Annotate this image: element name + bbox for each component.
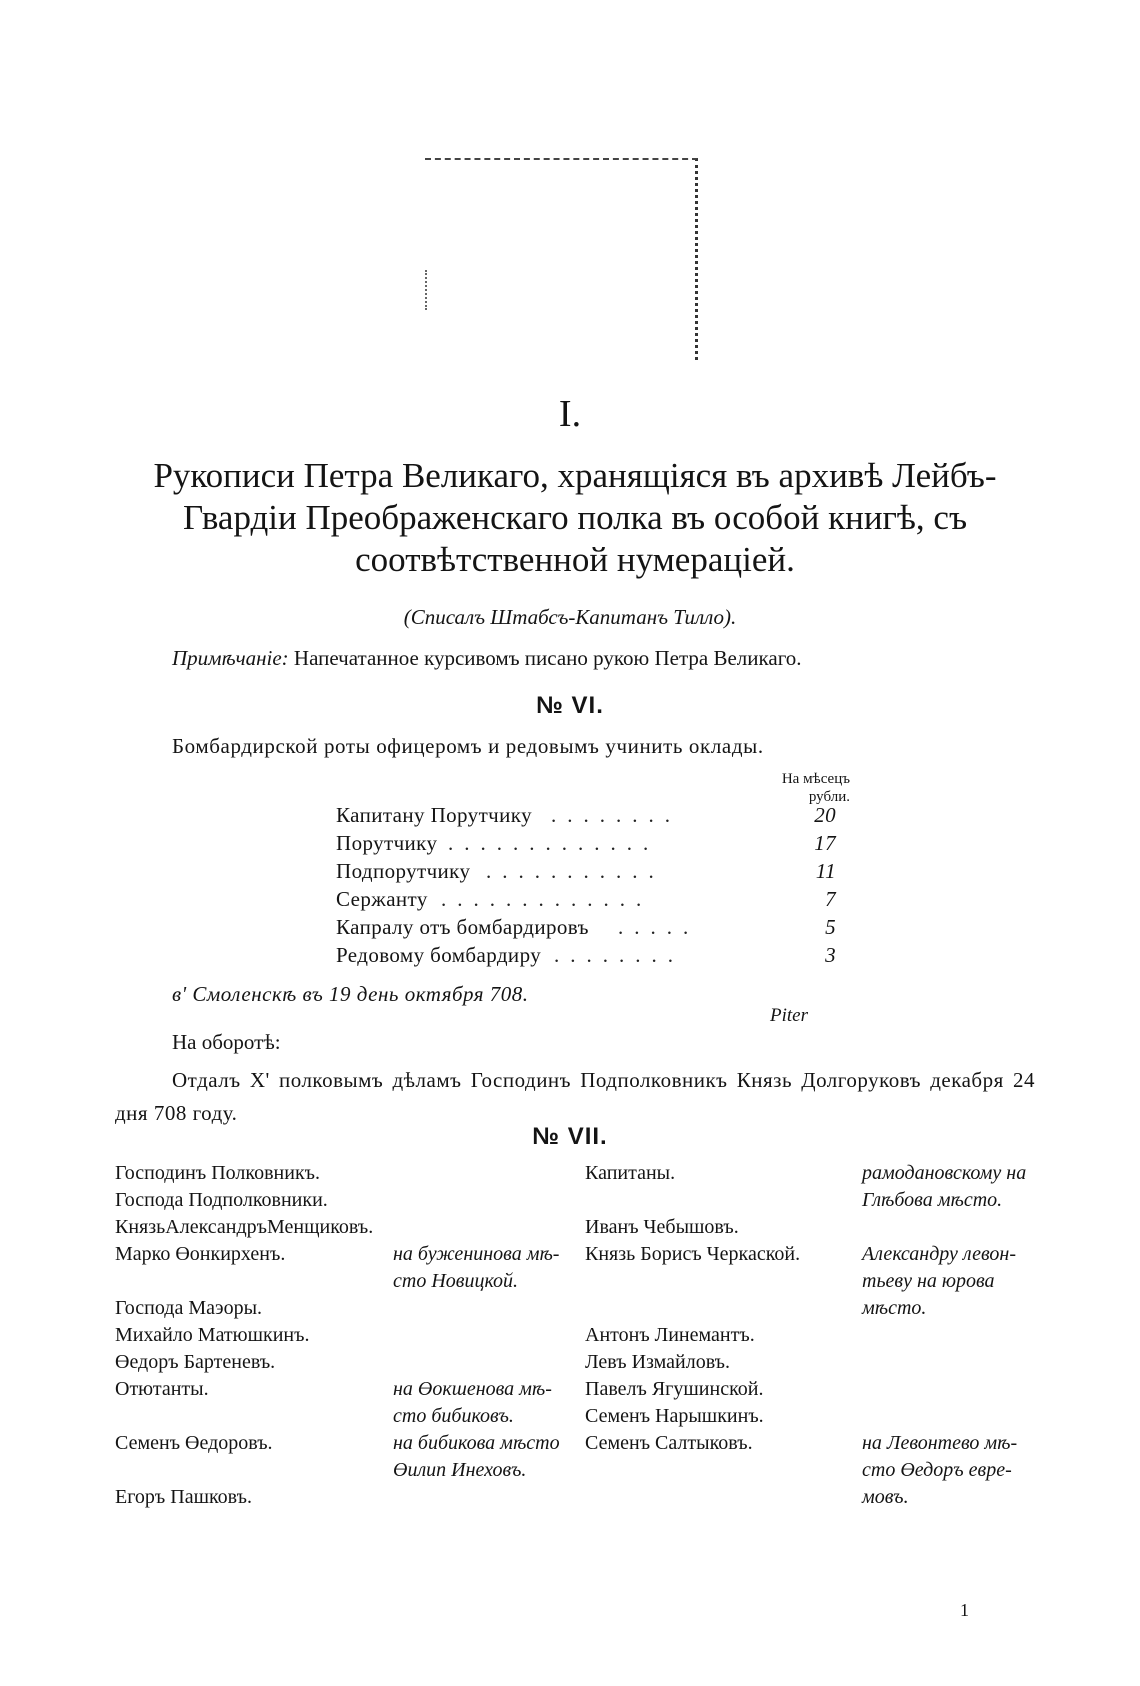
section-numeral: I. [558,393,582,435]
salary-rank: Подпорутчику [336,859,471,883]
salary-row: Редовому бомбардиру ........ 3 [336,943,836,967]
list-item: Өедоръ Бартеневъ. [115,1351,276,1373]
place-date: в' Смоленскѣ въ 19 день октября 708. [172,982,529,1006]
salary-row: Капралу отъ бомбардировъ ..... 5 [336,915,836,939]
list-item: КнязьАлександръМенщиковъ. [115,1216,374,1238]
list-item: Семенъ Өедоровъ. [115,1432,273,1454]
salary-rank: Редовому бомбардиру [336,943,542,967]
list-item: Капитаны. [585,1162,676,1184]
list-item: Семенъ Салтыковъ. [585,1432,753,1454]
salary-row: Подпорутчику ........... 11 [336,859,836,883]
salary-amount: 3 [825,943,836,967]
list-item: Левъ Измайловъ. [585,1351,731,1373]
salary-amount: 20 [814,803,836,827]
list-item: Антонъ Линемантъ. [585,1324,755,1346]
margin-note: сто бибиковъ. [393,1405,514,1427]
margin-note: на буженинова мѣ- [393,1243,560,1265]
margin-note: сто Новицкой. [393,1270,519,1292]
salary-row: Сержанту ............. 7 [336,887,836,911]
salary-rank: Капитану Порутчику [336,803,532,827]
list-item: Михайло Матюшкинъ. [115,1324,310,1346]
margin-note: рамодановскому на [862,1162,1027,1184]
salary-amount: 5 [825,915,836,939]
margin-note: мѣсто. [862,1297,927,1319]
list-item: Отютанты. [115,1378,209,1400]
margin-note: сто Өедоръ евре- [862,1459,1012,1481]
margin-note: на Левонтево мѣ- [862,1432,1018,1454]
page-number: 1 [960,1600,969,1620]
col-header-line2: рубли. [808,789,850,805]
overleaf-text: Отдалъ X' полковымъ дѣламъ Господинъ Подполковникъ Князь Долгоруковъ декабря 24 дня 708 году. [115,1068,1035,1125]
remark-text: Напечатанное курсивомъ писано рукою Петра Великаго. [293,646,802,670]
list-item: Семенъ Нарышкинъ. [585,1405,764,1427]
page-title: Рукописи Петра Великаго, хранящіяся въ архивѣ Лейбъ-Гвардіи Преображенскаго полка въ особой книгѣ, съ соотвѣтственной нумераціей. [153,456,997,579]
list-item: Егоръ Пашковъ. [115,1486,252,1508]
doc6-number: № VI. [536,692,604,719]
margin-note: мовъ. [862,1486,909,1508]
list-item: Князь Борисъ Черкаской. [585,1243,801,1265]
doc6-intro: Бомбардирской роты офицеромъ и редовымъ учинить оклады. [172,734,764,758]
remark-label: Примѣчаніе: [172,646,289,670]
margin-note: Александру левон- [862,1243,1017,1265]
margin-note: на бибикова мѣсто [393,1432,560,1454]
salary-amount: 17 [814,831,836,855]
salary-amount: 7 [825,887,836,911]
margin-note: тьеву на юрова [862,1270,995,1292]
decorative-frame [425,158,698,360]
list-item: Павелъ Ягушинской. [585,1378,764,1400]
salary-rank: Капралу отъ бомбардировъ [336,915,589,939]
doc6-column-header [740,770,850,806]
margin-note: Глѣбова мѣсто. [862,1189,1003,1211]
doc7-number: № VII. [532,1123,608,1150]
list-item: Господинъ Полковникъ. [115,1162,320,1184]
remark [172,646,802,671]
author-note: (Списалъ Штабсъ-Капитанъ Тилло). [403,605,737,629]
col-header-line1: На мѣсецъ [781,771,850,787]
salary-rank: Сержанту [336,887,428,911]
signature: Piter [770,1005,808,1026]
margin-note: Өилип Инеховъ. [393,1459,527,1481]
salary-amount: 11 [815,859,836,883]
overleaf-label: На оборотѣ: [172,1030,281,1054]
list-item: Господа Маэоры. [115,1297,263,1319]
salary-row: Порутчику ............. 17 [336,831,836,855]
salary-rank: Порутчику [336,831,438,855]
list-item: Иванъ Чебышовъ. [585,1216,739,1238]
margin-note: на Өокшенова мѣ- [393,1378,552,1400]
salary-row: Капитану Порутчику ........ 20 [336,803,836,827]
list-item: Господа Подполковники. [115,1189,328,1211]
list-item: Марко Өонкирхенъ. [115,1243,286,1265]
